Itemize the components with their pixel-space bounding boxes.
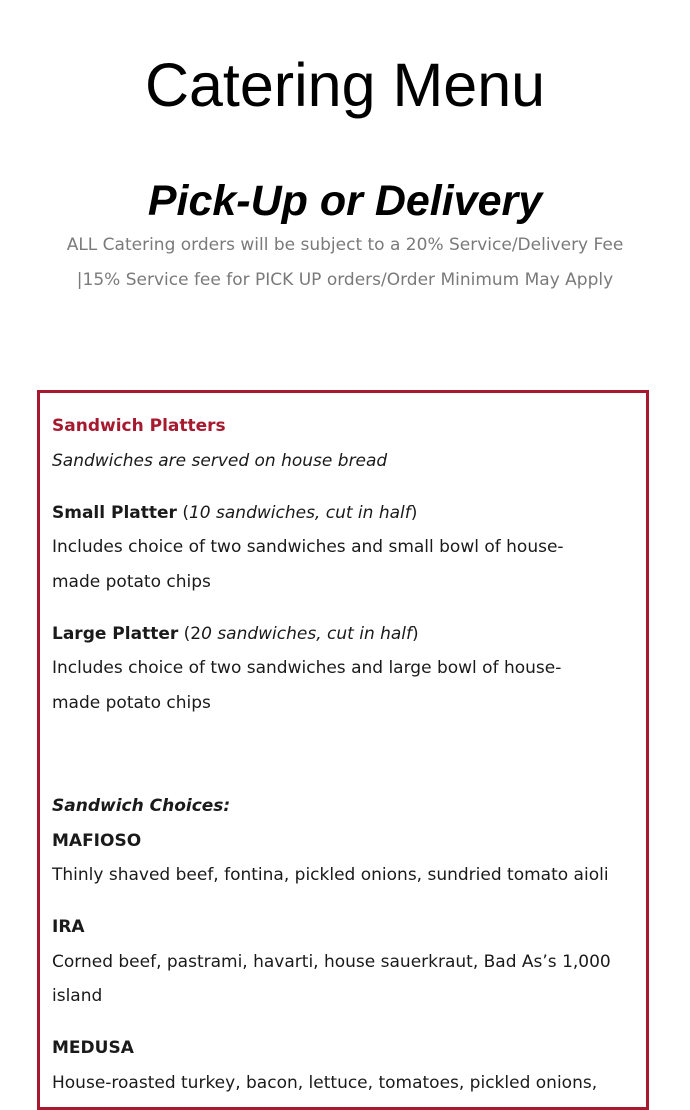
sandwich-description: island	[52, 986, 103, 1006]
platter-detail-open: (2	[178, 623, 202, 644]
sandwich-description: Thinly shaved beef, fontina, pickled onions, sundried tomato aioli	[52, 865, 609, 885]
platter-description: made potato chips	[52, 692, 211, 713]
sandwich-choices-heading: Sandwich Choices:	[52, 796, 231, 816]
sandwich-name: IRA	[52, 917, 85, 937]
sandwich-name: MEDUSA	[52, 1038, 134, 1058]
platter-description: made potato chips	[52, 571, 211, 592]
section-note: Sandwiches are served on house bread	[52, 450, 388, 471]
page-subtitle: Pick-Up or Delivery	[147, 177, 543, 225]
platter-detail: 10 sandwiches, cut in half	[188, 502, 411, 523]
platter-name: Small Platter	[52, 502, 177, 523]
page-title: Catering Menu	[144, 51, 546, 119]
platter-title	[52, 496, 642, 531]
platter-description: Includes choice of two sandwiches and small bowl of house-	[52, 537, 564, 557]
platter-name: Large Platter	[52, 623, 179, 644]
sandwich-description: Corned beef, pastrami, havarti, house sauerkraut, Bad As’s 1,000	[52, 951, 611, 972]
platter-large	[52, 617, 642, 721]
sandwich-platters-box	[37, 390, 649, 1110]
platter-description: Includes choice of two sandwiches and large bowl of house-	[52, 658, 562, 678]
sandwich-item	[52, 1031, 642, 1100]
platter-small	[52, 496, 642, 600]
sandwich-description: House-roasted turkey, bacon, lettuce, tomatoes, pickled onions,	[52, 1072, 598, 1093]
sandwich-item	[52, 824, 642, 893]
sandwich-name: MAFIOSO	[52, 830, 142, 851]
platter-detail-close: )	[412, 623, 419, 644]
menu-content	[52, 409, 642, 1100]
platter-title	[52, 617, 642, 652]
platter-detail-open: (	[176, 502, 189, 523]
service-fee-note: ALL Catering orders will be subject to a 20% Service/Delivery Fee |15% Service fee for PICK UP orders/Order Minimum May Apply	[66, 235, 624, 290]
platter-detail-close: )	[410, 502, 418, 523]
platter-detail: 0 sandwiches, cut in half	[201, 623, 413, 644]
sandwich-item	[52, 910, 642, 1014]
section-heading: Sandwich Platters	[52, 416, 226, 436]
